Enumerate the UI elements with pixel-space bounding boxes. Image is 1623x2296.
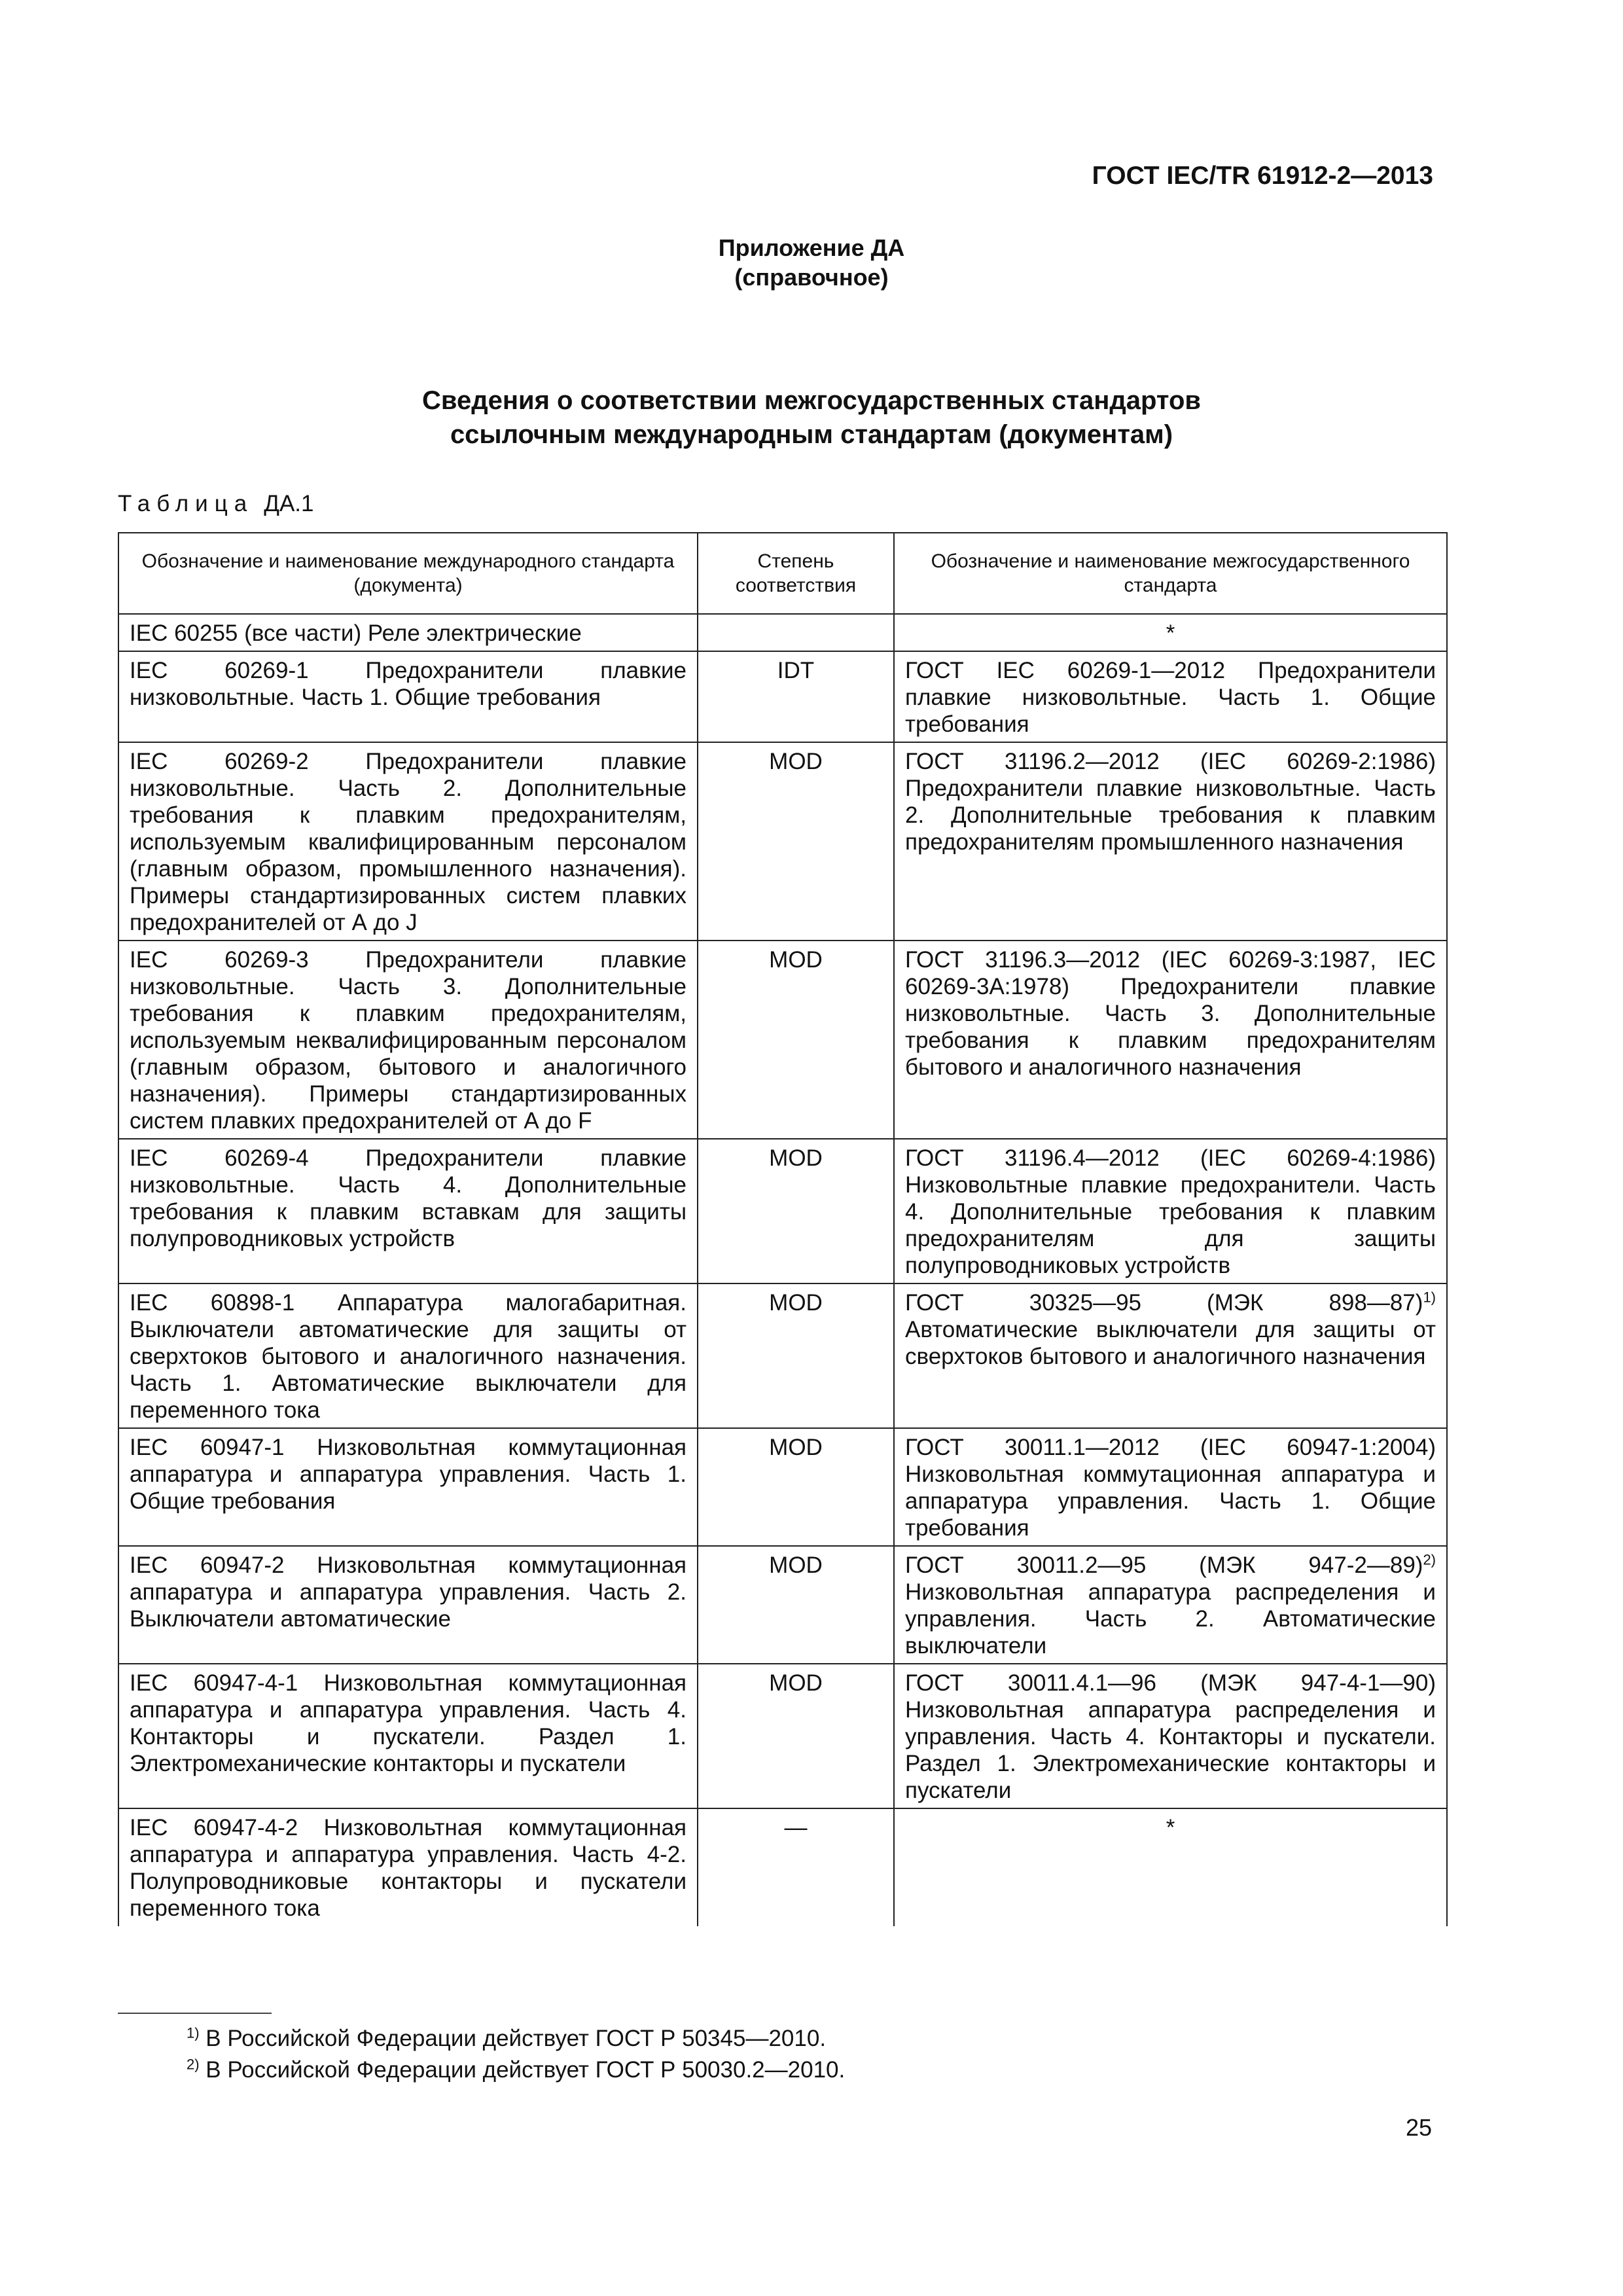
- table-row: [118, 1664, 1447, 1808]
- footnote: [187, 2026, 826, 2052]
- cell-international: IEC 60947-4-1 Низковольтная коммутационная аппаратура и аппаратура управления. Часть 4. Контакторы и пускатели. Раздел 1. Электромеханические контакторы и пускатели: [118, 1664, 698, 1808]
- cell-international: IEC 60255 (все части) Реле электрические: [118, 614, 698, 651]
- cell-degree: IDT: [698, 651, 894, 742]
- table-row: [118, 1428, 1447, 1546]
- table-header-row: [118, 533, 1447, 614]
- table-label-number: ДА.1: [264, 491, 314, 516]
- header-degree: Степень соответствия: [698, 533, 894, 614]
- footnote-separator: [118, 2013, 272, 2014]
- correspondence-table: [118, 532, 1448, 1926]
- page-number: 25: [1405, 2114, 1432, 2141]
- cell-interstate: ГОСТ 31196.3—2012 (IEC 60269-3:1987, IEC 60269-3A:1978) Предохранители плавкие низковольтные. Часть 3. Дополнительные требования к плавким предохранителям бытового и аналогичного назначения: [894, 941, 1447, 1139]
- document-code: ГОСТ IEC/TR 61912-2—2013: [1092, 162, 1433, 190]
- cell-international: IEC 60269-2 Предохранители плавкие низковольтные. Часть 2. Дополнительные требования к плавким предохранителям, используемым квалифицированным персоналом (главным образом, промышленного назначения). Примеры стандартизированных систем плавких предохранителей от А до J: [118, 742, 698, 941]
- table-row: [118, 1283, 1447, 1428]
- cell-international: IEC 60947-4-2 Низковольтная коммутационная аппаратура и аппаратура управления. Часть 4-2. Полупроводниковые контакторы и пускатели переменного тока: [118, 1808, 698, 1926]
- footnote-text: В Российской Федерации действует ГОСТ Р 50030.2—2010.: [199, 2057, 846, 2083]
- cell-degree: MOD: [698, 1546, 894, 1664]
- cell-degree: MOD: [698, 1664, 894, 1808]
- section-heading-line2: ссылочным международным стандартам (документам): [450, 420, 1173, 449]
- cell-interstate: ГОСТ 31196.2—2012 (IEC 60269-2:1986) Предохранители плавкие низковольтные. Часть 2. Дополнительные требования к плавким предохранителям промышленного назначения: [894, 742, 1447, 941]
- footnote-text: В Российской Федерации действует ГОСТ Р 50345—2010.: [199, 2026, 827, 2051]
- footnote-mark: 1): [187, 2024, 200, 2041]
- table-label: [118, 491, 313, 517]
- cell-international: IEC 60269-3 Предохранители плавкие низковольтные. Часть 3. Дополнительные требования к плавким предохранителям, используемым неквалифицированным персоналом (главным образом, бытового и аналогичного назначения). Примеры стандартизированных систем плавких предохранителей от А до F: [118, 941, 698, 1139]
- cell-interstate: ГОСТ 30011.1—2012 (IEC 60947-1:2004) Низковольтная коммутационная аппаратура и аппаратура управления. Часть 1. Общие требования: [894, 1428, 1447, 1546]
- table-row: [118, 1139, 1447, 1283]
- cell-interstate: ГОСТ IEC 60269-1—2012 Предохранители плавкие низковольтные. Часть 1. Общие требования: [894, 651, 1447, 742]
- table-row: [118, 742, 1447, 941]
- cell-degree: MOD: [698, 1428, 894, 1546]
- cell-interstate: [894, 1546, 1447, 1664]
- cell-degree: MOD: [698, 1139, 894, 1283]
- cell-degree: MOD: [698, 941, 894, 1139]
- interstate-title: Автоматические выключатели для защиты от сверхтоков бытового и аналогичного назначения: [905, 1317, 1436, 1369]
- cell-international: IEC 60947-2 Низковольтная коммутационная аппаратура и аппаратура управления. Часть 2. Выключатели автоматические: [118, 1546, 698, 1664]
- cell-degree: MOD: [698, 742, 894, 941]
- interstate-designation: ГОСТ 30325—95 (МЭК 898—87): [905, 1290, 1423, 1316]
- interstate-designation: ГОСТ 30011.2—95 (МЭК 947-2—89): [905, 1552, 1423, 1578]
- table-label-word: Таблица: [118, 491, 254, 516]
- cell-international: IEC 60947-1 Низковольтная коммутационная аппаратура и аппаратура управления. Часть 1. Общие требования: [118, 1428, 698, 1546]
- cell-degree: —: [698, 1808, 894, 1926]
- appendix-title: Приложение ДА: [718, 234, 905, 261]
- header-interstate: Обозначение и наименование межгосударственного стандарта: [894, 533, 1447, 614]
- cell-interstate: ГОСТ 31196.4—2012 (IEC 60269-4:1986) Низковольтные плавкие предохранители. Часть 4. Дополнительные требования к плавким предохранителям для защиты полупроводниковых устройств: [894, 1139, 1447, 1283]
- header-international: Обозначение и наименование международного стандарта (документа): [118, 533, 698, 614]
- footnote-ref: 2): [1423, 1551, 1436, 1568]
- footnote: [187, 2057, 845, 2083]
- table-row: [118, 941, 1447, 1139]
- cell-degree: [698, 614, 894, 651]
- table-row: [118, 1808, 1447, 1926]
- cell-international: IEC 60898-1 Аппаратура малогабаритная. Выключатели автоматические для защиты от сверхтоков бытового и аналогичного назначения. Часть 1. Автоматические выключатели для переменного тока: [118, 1283, 698, 1428]
- cell-interstate: *: [894, 614, 1447, 651]
- appendix-subtitle: (справочное): [734, 264, 889, 291]
- table-row: [118, 1546, 1447, 1664]
- interstate-title: Низковольтная аппаратура распределения и управления. Часть 2. Автоматические выключатели: [905, 1579, 1436, 1659]
- cell-degree: MOD: [698, 1283, 894, 1428]
- table-row: [118, 614, 1447, 651]
- table-row: [118, 651, 1447, 742]
- cell-interstate: ГОСТ 30011.4.1—96 (МЭК 947-4-1—90) Низковольтная аппаратура распределения и управления. Часть 4. Контакторы и пускатели. Раздел 1. Электромеханические контакторы и пускатели: [894, 1664, 1447, 1808]
- section-heading-line1: Сведения о соответствии межгосударственных стандартов: [422, 386, 1201, 415]
- footnote-mark: 2): [187, 2056, 200, 2073]
- cell-interstate: [894, 1283, 1447, 1428]
- cell-interstate: *: [894, 1808, 1447, 1926]
- cell-international: IEC 60269-4 Предохранители плавкие низковольтные. Часть 4. Дополнительные требования к плавким вставкам для защиты полупроводниковых устройств: [118, 1139, 698, 1283]
- footnote-ref: 1): [1423, 1289, 1436, 1306]
- cell-international: IEC 60269-1 Предохранители плавкие низковольтные. Часть 1. Общие требования: [118, 651, 698, 742]
